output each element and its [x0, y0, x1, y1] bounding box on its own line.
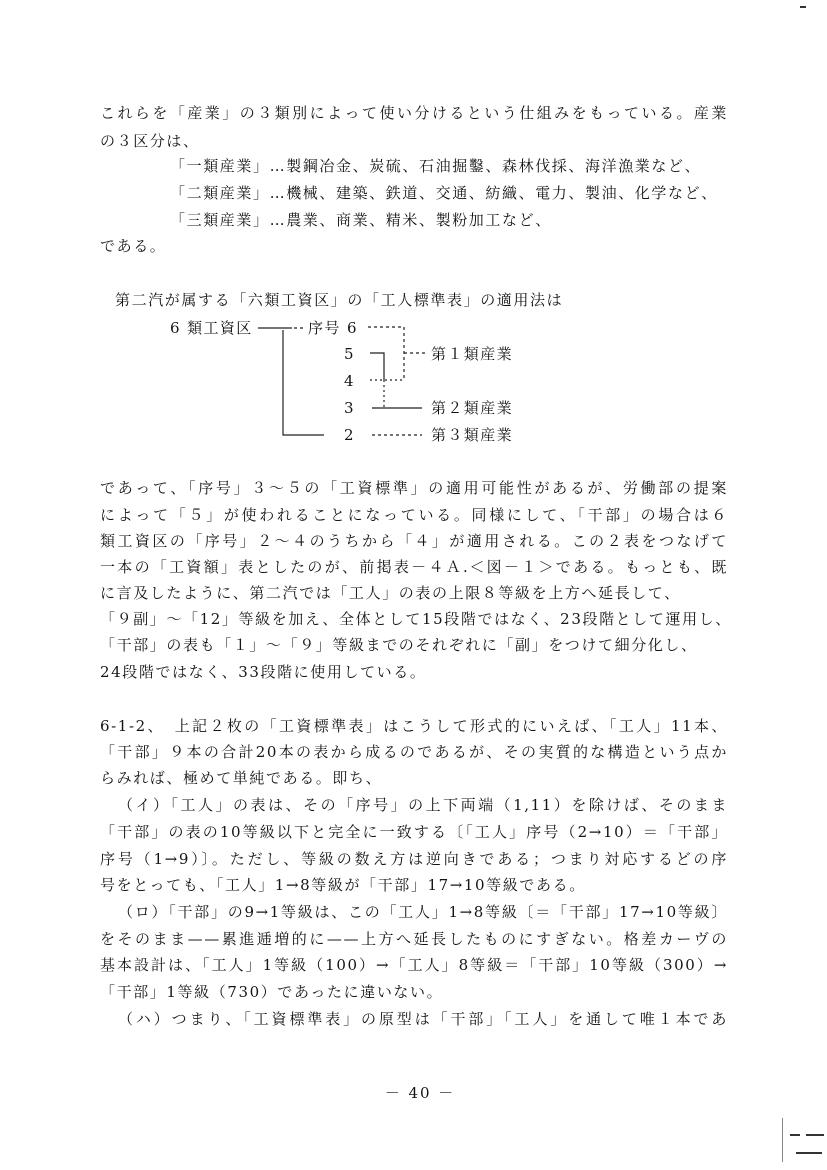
industry-class-label-3: 第３類産業: [431, 426, 514, 444]
section-line: 基本設計は、「工人」1等級（100）→「工人」8等級＝「干部」10等級（300）→: [100, 956, 728, 974]
section-item-i: （イ）「工人」の表は、その「序号」の上下両端（1,11）を除けば、そのまま: [118, 796, 728, 814]
zone-label: 6 類工資区: [170, 319, 253, 337]
paragraph2-line: によって「５」が使われることになっている。同様にして、「干部」の場合は６: [100, 506, 728, 524]
paragraph2-line: 24段階ではなく、33段階に使用している。: [100, 663, 427, 681]
industry-line-1: 「一類産業」…製鋼冶金、炭硫、石油掘鑿、森林伐採、海洋漁業など、: [170, 157, 702, 175]
section-item-ha: （ハ）つまり、「工資標準表」の原型は「干部」「工人」を通して唯１本であ: [118, 1010, 728, 1028]
intro-line-1: これらを「産業」の３類別によって使い分けるという仕組みをもっている。産業: [100, 104, 728, 122]
industry-line-3: 「三類産業」…農業、商業、精米、製粉加工など、: [170, 211, 552, 229]
connector-grade5-bracket: [370, 353, 384, 380]
scan-edge-line: [782, 1118, 783, 1162]
scan-mark: [806, 1134, 824, 1136]
grade-label: 2: [344, 426, 355, 444]
grade-label: 5: [344, 345, 355, 363]
diagram-caption: 第二汽が属する「六類工資区」の「工人標準表」の適用法は: [115, 291, 564, 309]
section-line: 号をとっても、「工人」1→8等級が「干部」17→10等級である。: [100, 876, 586, 894]
paragraph2-line: であって、「序号」３～５の「工資標準」の適用可能性があるが、労働部の提案: [100, 479, 728, 497]
intro-end: である。: [100, 237, 167, 255]
industry-line-2: 「二類産業」…機械、建築、鉄道、交通、紡織、電力、製油、化学など、: [170, 184, 718, 202]
connector-zone-bracket: [283, 330, 324, 435]
section-line: 「干部」1等級（730）であったに違いない。: [100, 983, 444, 1001]
section-line: らみれば、極めて単純である。即ち、: [100, 769, 383, 787]
intro-line-2: の３区分は、: [100, 132, 200, 150]
scan-mark: [796, 1152, 822, 1154]
section-line: 「干部」の表の10等級以下と完全に一致する〔「工人」序号（2→10）＝「干部」: [100, 823, 728, 841]
grade-label: 3: [344, 399, 355, 417]
grade-label-top: 序号 6: [308, 319, 358, 337]
section-line: 6-1-2、 上記２枚の「工資標準表」はこうして形式的にいえば、「工人」11本、: [100, 717, 728, 735]
paragraph2-line: 類工資区の「序号」２～４のうちから「４」が適用される。この２表をつなげて: [100, 532, 728, 550]
paragraph2-line: に言及したように、第二汽では「工人」の表の上限８等級を上方へ延長して、: [100, 584, 681, 602]
paragraph2-line: 「干部」の表も「１」～「９」等級までのそれぞれに「副」をつけて細分化し、: [100, 636, 698, 654]
paragraph2-line: 「９副」～「12」等級を加え、全体として15段階ではなく、23段階として運用し、: [100, 610, 732, 628]
section-item-ro: （ロ）「干部」の9→1等級は、この「工人」1→8等級〔＝「干部」17→10等級〕: [118, 903, 728, 921]
scan-mark: [800, 6, 806, 8]
industry-class-label-2: 第２類産業: [431, 399, 514, 417]
section-line: 「干部」９本の合計20本の表から成るのであるが、その実質的な構造という点か: [100, 743, 728, 761]
section-line: 序号（1→9）〕。ただし、等級の数え方は逆向きである；つまり対応するどの序: [100, 850, 728, 868]
grade-label: 4: [344, 372, 355, 390]
section-line: をそのまま——累進逓増的に——上方へ延長したものにすぎない。格差カーヴの: [100, 930, 728, 948]
paragraph2-line: 一本の「工資額」表としたのが、前掲表－４Ａ.＜図－１＞である。もっとも、既: [100, 558, 728, 576]
page-number: － 40 －: [384, 1084, 456, 1102]
industry-class-label-1: 第１類産業: [431, 345, 514, 363]
scan-mark: [790, 1134, 800, 1136]
